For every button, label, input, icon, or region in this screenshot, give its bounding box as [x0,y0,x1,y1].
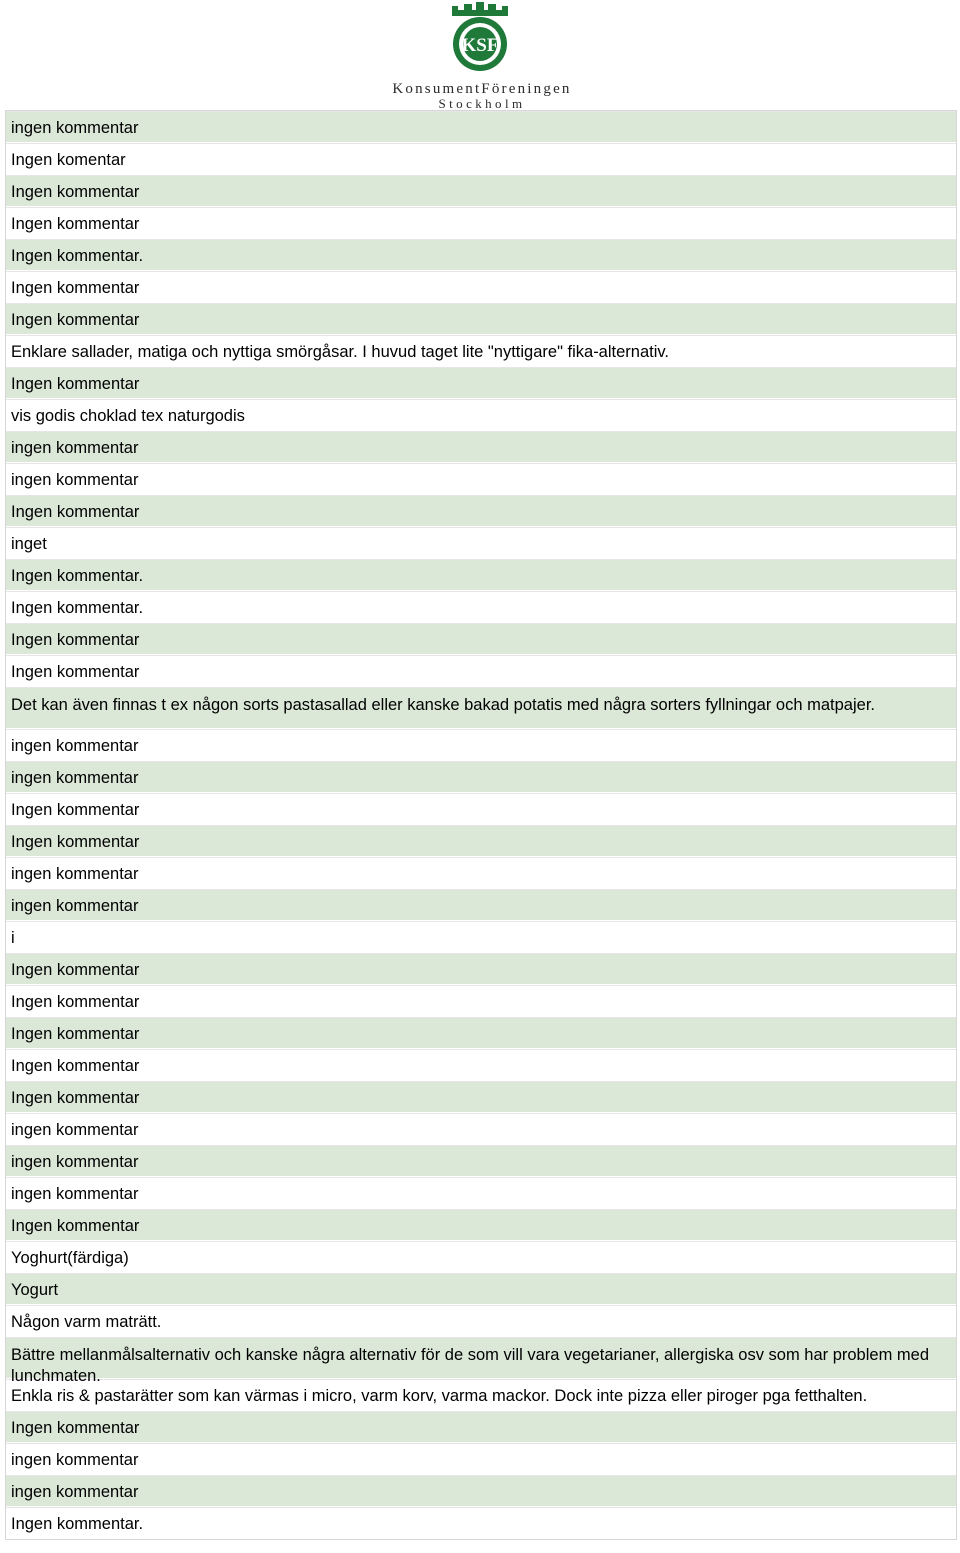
comment-row: Ingen kommentar [6,985,956,1017]
comment-row: ingen kommentar [6,857,956,889]
comment-row: Ingen kommentar [6,623,956,655]
comment-row: Ingen kommentar [6,495,956,527]
comment-row: Ingen kommentar [6,1209,956,1241]
comment-row: ingen kommentar [6,729,956,761]
comment-row: Ingen kommentar [6,825,956,857]
comment-row: Enkla ris & pastarätter som kan värmas i micro, varm korv, varma mackor. Dock inte pizza eller piroger pga fetthalten. [6,1379,956,1411]
comment-row: Ingen kommentar [6,1411,956,1443]
comment-row: Bättre mellanmålsalternativ och kanske några alternativ för de som vill vara vegetarianer, allergiska osv som har problem med lunchmaten. [6,1337,956,1379]
comment-row: Ingen kommentar [6,655,956,687]
comment-row: Yoghurt(färdiga) [6,1241,956,1273]
comment-row: ingen kommentar [6,1177,956,1209]
comment-row: Ingen kommentar [6,953,956,985]
comment-row: ingen kommentar [6,111,956,143]
ksf-logo [360,2,600,111]
comment-row: Ingen kommentar. [6,1507,956,1539]
ksf-crest-icon [446,2,514,72]
comment-row: Ingen komentar [6,143,956,175]
comment-row: ingen kommentar [6,463,956,495]
comment-row: Ingen kommentar [6,367,956,399]
comment-row: Ingen kommentar [6,1049,956,1081]
comment-row: ingen kommentar [6,1145,956,1177]
comment-row: Ingen kommentar [6,1017,956,1049]
comment-row: Ingen kommentar [6,1081,956,1113]
comment-row: Ingen kommentar [6,793,956,825]
comment-row: Enklare sallader, matiga och nyttiga smörgåsar. I huvud taget lite "nyttigare" fika-alternativ. [6,335,956,367]
comment-row: Det kan även finnas t ex någon sorts pastasallad eller kanske bakad potatis med några sorters fyllningar och matpajer. [6,687,956,729]
comment-row: ingen kommentar [6,1113,956,1145]
comment-row: Ingen kommentar [6,175,956,207]
page-header [0,0,960,110]
comment-row: Ingen kommentar. [6,559,956,591]
comment-row: Ingen kommentar [6,303,956,335]
comment-row: ingen kommentar [6,1475,956,1507]
comment-row: vis godis choklad tex naturgodis [6,399,956,431]
comment-row: ingen kommentar [6,761,956,793]
logo-wordmark: KonsumentFöreningen [392,81,572,97]
comment-row: ingen kommentar [6,1443,956,1475]
comments-table [5,110,957,1540]
comment-row: Ingen kommentar. [6,591,956,623]
comment-row: ingen kommentar [6,889,956,921]
logo-monogram: KSF [461,35,499,56]
comment-row: Yogurt [6,1273,956,1305]
comment-row: Ingen kommentar [6,207,956,239]
logo-city: Stockholm [438,96,526,111]
comment-row: inget [6,527,956,559]
comment-row: i [6,921,956,953]
comment-row: Någon varm maträtt. [6,1305,956,1337]
comment-row: Ingen kommentar [6,271,956,303]
comment-row: ingen kommentar [6,431,956,463]
comment-row: Ingen kommentar. [6,239,956,271]
